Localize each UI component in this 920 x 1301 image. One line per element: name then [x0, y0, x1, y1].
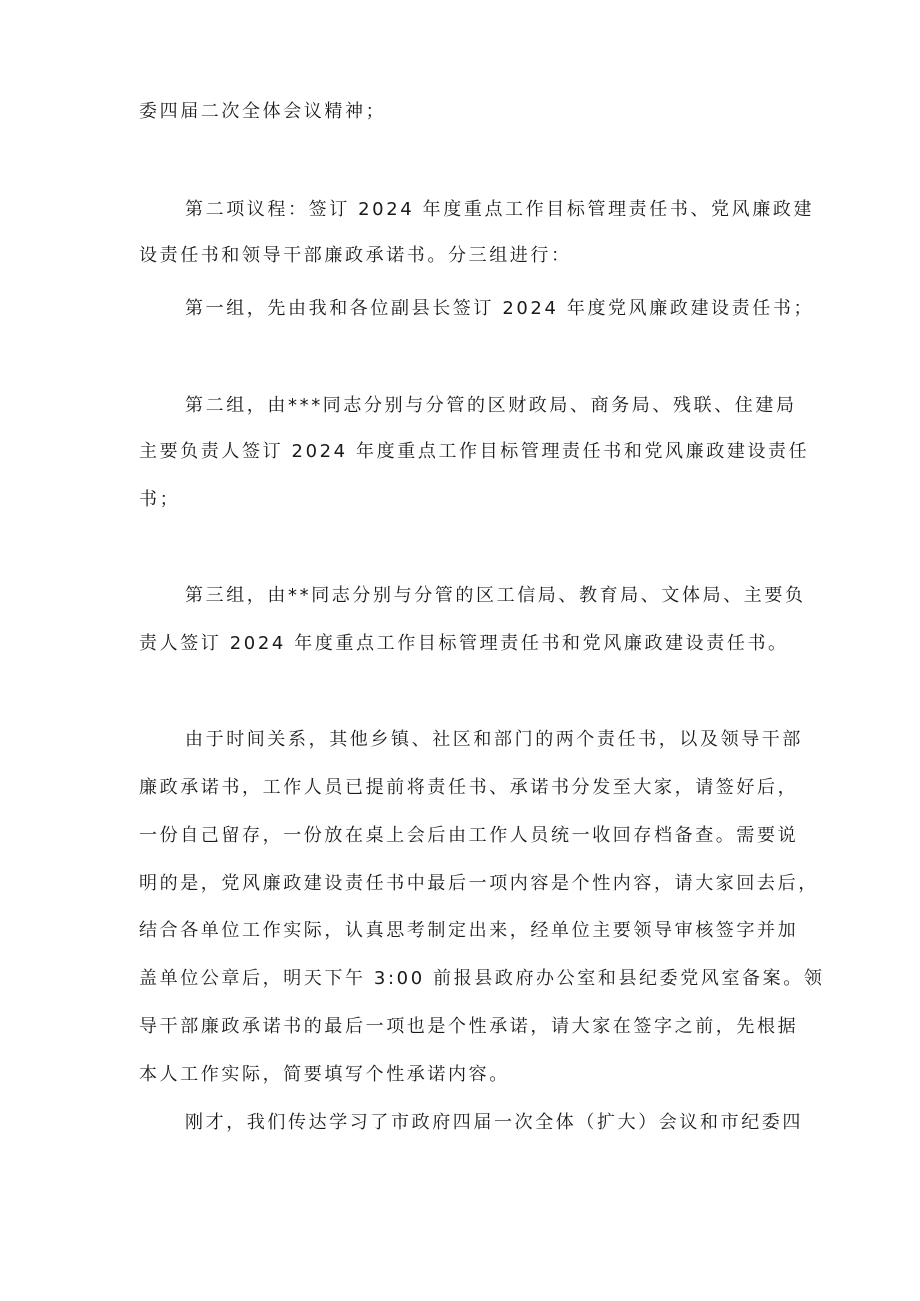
text-line-17: 本人工作实际，简要填写个性承诺内容。 [139, 1064, 510, 1085]
text-line-3: 设责任书和领导干部廉政承诺书。分三组进行： [139, 245, 572, 266]
text-line-1: 委四届二次全体会议精神； [139, 101, 387, 122]
text-line-4: 第一组，先由我和各位副县长签订 2024 年度党风廉政建设责任书； [185, 298, 815, 319]
text-line-16: 导干部廉政承诺书的最后一项也是个性承诺，请大家在签字之前，先根据 [139, 1016, 799, 1037]
text-line-13: 明的是，党风廉政建设责任书中最后一项内容是个性内容，请大家回去后， [139, 873, 819, 894]
text-line-8: 第三组，由**同志分别与分管的区工信局、教育局、文体局、主要负 [185, 585, 806, 606]
text-line-14: 结合各单位工作实际，认真思考制定出来，经单位主要领导审核签字并加 [139, 920, 799, 941]
text-line-18: 刚才，我们传达学习了市政府四届一次全体（扩大）会议和市纪委四 [185, 1112, 803, 1133]
text-line-2: 第二项议程：签订 2024 年度重点工作目标管理责任书、党风廉政建 [185, 199, 815, 220]
text-line-7: 书； [139, 489, 181, 510]
text-line-9: 责人签订 2024 年度重点工作目标管理责任书和党风廉政建设责任书。 [139, 633, 789, 654]
text-line-12: 一份自己留存，一份放在桌上会后由工作人员统一收回存档备查。需要说 [139, 825, 799, 846]
text-line-10: 由于时间关系，其他乡镇、社区和部门的两个责任书，以及领导干部 [185, 729, 803, 750]
text-line-11: 廉政承诺书，工作人员已提前将责任书、承诺书分发至大家，请签好后， [139, 777, 799, 798]
text-line-6: 主要负责人签订 2024 年度重点工作目标管理责任书和党风廉政建设责任 [139, 441, 810, 462]
text-line-15: 盖单位公章后，明天下午 3:00 前报县政府办公室和县纪委党风室备案。领 [139, 968, 825, 989]
text-line-5: 第二组，由***同志分别与分管的区财政局、商务局、残联、住建局 [185, 395, 797, 416]
